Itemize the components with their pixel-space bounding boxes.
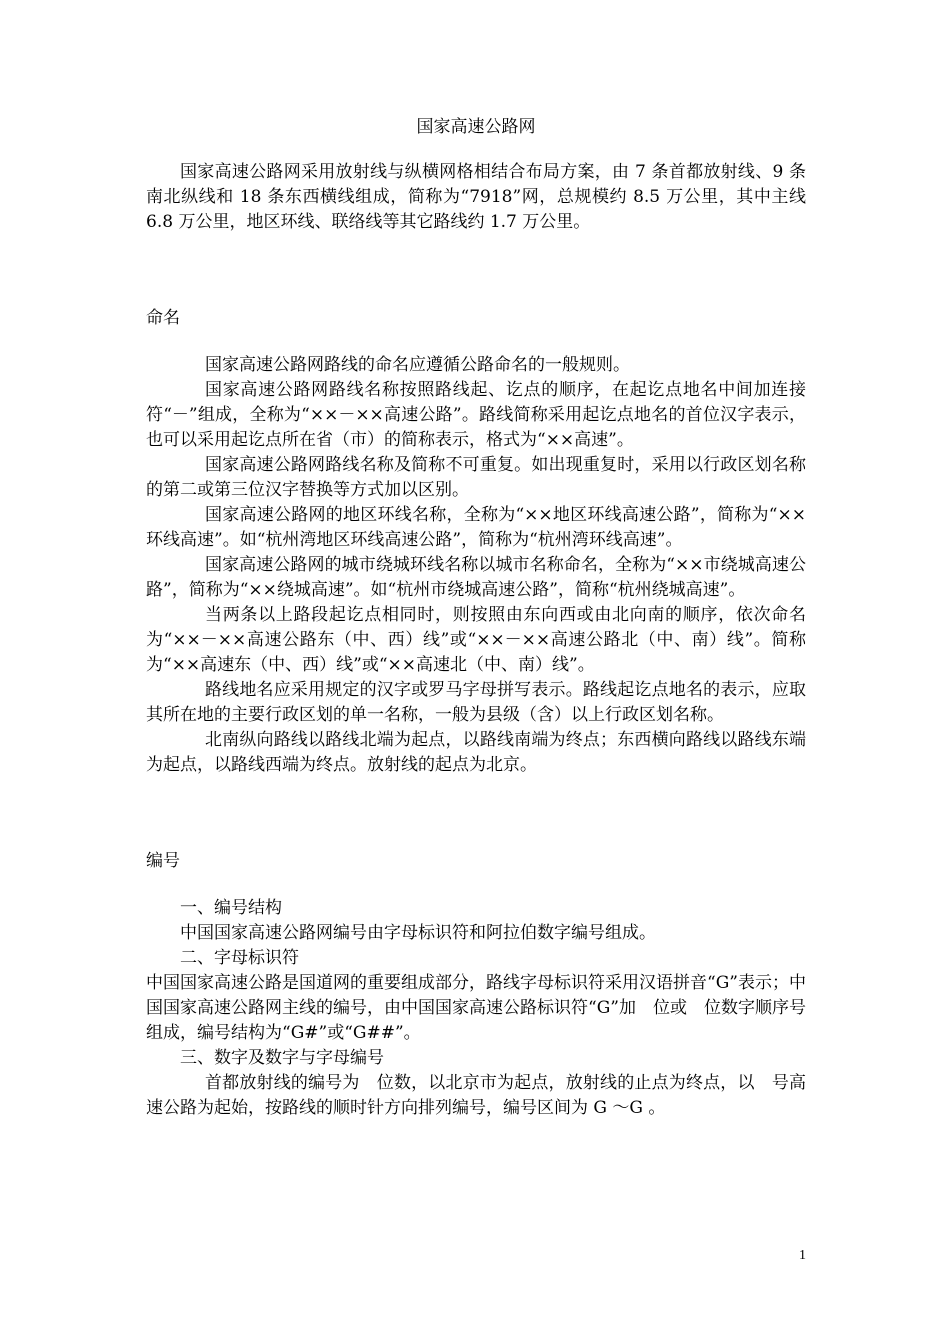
numbering-paragraph: 首都放射线的编号为 位数，以北京市为起点，放射线的止点为终点，以 号高速公路为起始，按路线的顺时针方向排列编号，编号区间为 G ～G 。 bbox=[146, 1073, 806, 1118]
naming-paragraph: 国家高速公路网路线名称及简称不可重复。如出现重复时，采用以行政区划名称的第二或第三位汉字替换等方式加以区别。 bbox=[146, 455, 806, 500]
numbering-paragraph: 中国国家高速公路是国道网的重要组成部分，路线字母标识符采用汉语拼音“G”表示；中国国家高速公路网主线的编号，由中国国家高速公路标识符“G”加 位或 位数字顺序号组成，编号结构为“G#”或“G##”。 bbox=[146, 973, 806, 1043]
naming-paragraph: 路线地名应采用规定的汉字或罗马字母拼写表示。路线起讫点地名的表示，应取其所在地的主要行政区划的单一名称，一般为县级（含）以上行政区划名称。 bbox=[146, 680, 806, 725]
numbering-paragraph: 中国国家高速公路网编号由字母标识符和阿拉伯数字编号组成。 bbox=[180, 923, 656, 943]
naming-paragraph: 国家高速公路网的地区环线名称，全称为“××地区环线高速公路”，简称为“××环线高速”。如“杭州湾地区环线高速公路”，简称为“杭州湾环线高速”。 bbox=[146, 505, 806, 550]
page-number: 1 bbox=[799, 1248, 806, 1263]
section-heading-numbering: 编号 bbox=[146, 851, 180, 871]
section-heading-naming: 命名 bbox=[146, 308, 180, 328]
document-body bbox=[146, 115, 806, 1121]
subsection-title: 一、编号结构 bbox=[180, 898, 282, 918]
subsection-title: 二、字母标识符 bbox=[180, 948, 299, 968]
document-title: 国家高速公路网 bbox=[416, 117, 536, 137]
naming-paragraph: 北南纵向路线以路线北端为起点，以路线南端为终点；东西横向路线以路线东端为起点，以路线西端为终点。放射线的起点为北京。 bbox=[146, 730, 806, 775]
subsection-title: 三、数字及数字与字母编号 bbox=[180, 1048, 384, 1068]
naming-paragraph: 国家高速公路网路线的命名应遵循公路命名的一般规则。 bbox=[205, 355, 630, 375]
naming-paragraph: 当两条以上路段起讫点相同时，则按照由东向西或由北向南的顺序，依次命名为“××－××高速公路东（中、西）线”或“××－××高速公路北（中、南）线”。简称为“××高速东（中、西）线”或“××高速北（中、南）线”。 bbox=[146, 605, 806, 675]
intro-paragraph: 国家高速公路网采用放射线与纵横网格相结合布局方案，由 7 条首都放射线、9 条南北纵线和 18 条东西横线组成，简称为“7918”网，总规模约 8.5 万公里，其中主线 6.8 万公里，地区环线、联络线等其它路线约 1.7 万公里。 bbox=[146, 162, 806, 232]
naming-paragraph: 国家高速公路网的城市绕城环线名称以城市名称命名，全称为“××市绕城高速公路”，简称为“××绕城高速”。如“杭州市绕城高速公路”，简称“杭州绕城高速”。 bbox=[146, 555, 806, 600]
naming-paragraph: 国家高速公路网路线名称按照路线起、讫点的顺序，在起讫点地名中间加连接符“－”组成，全称为“××－××高速公路”。路线简称采用起讫点地名的首位汉字表示，也可以采用起讫点所在省（市）的简称表示，格式为“××高速”。 bbox=[146, 380, 806, 450]
